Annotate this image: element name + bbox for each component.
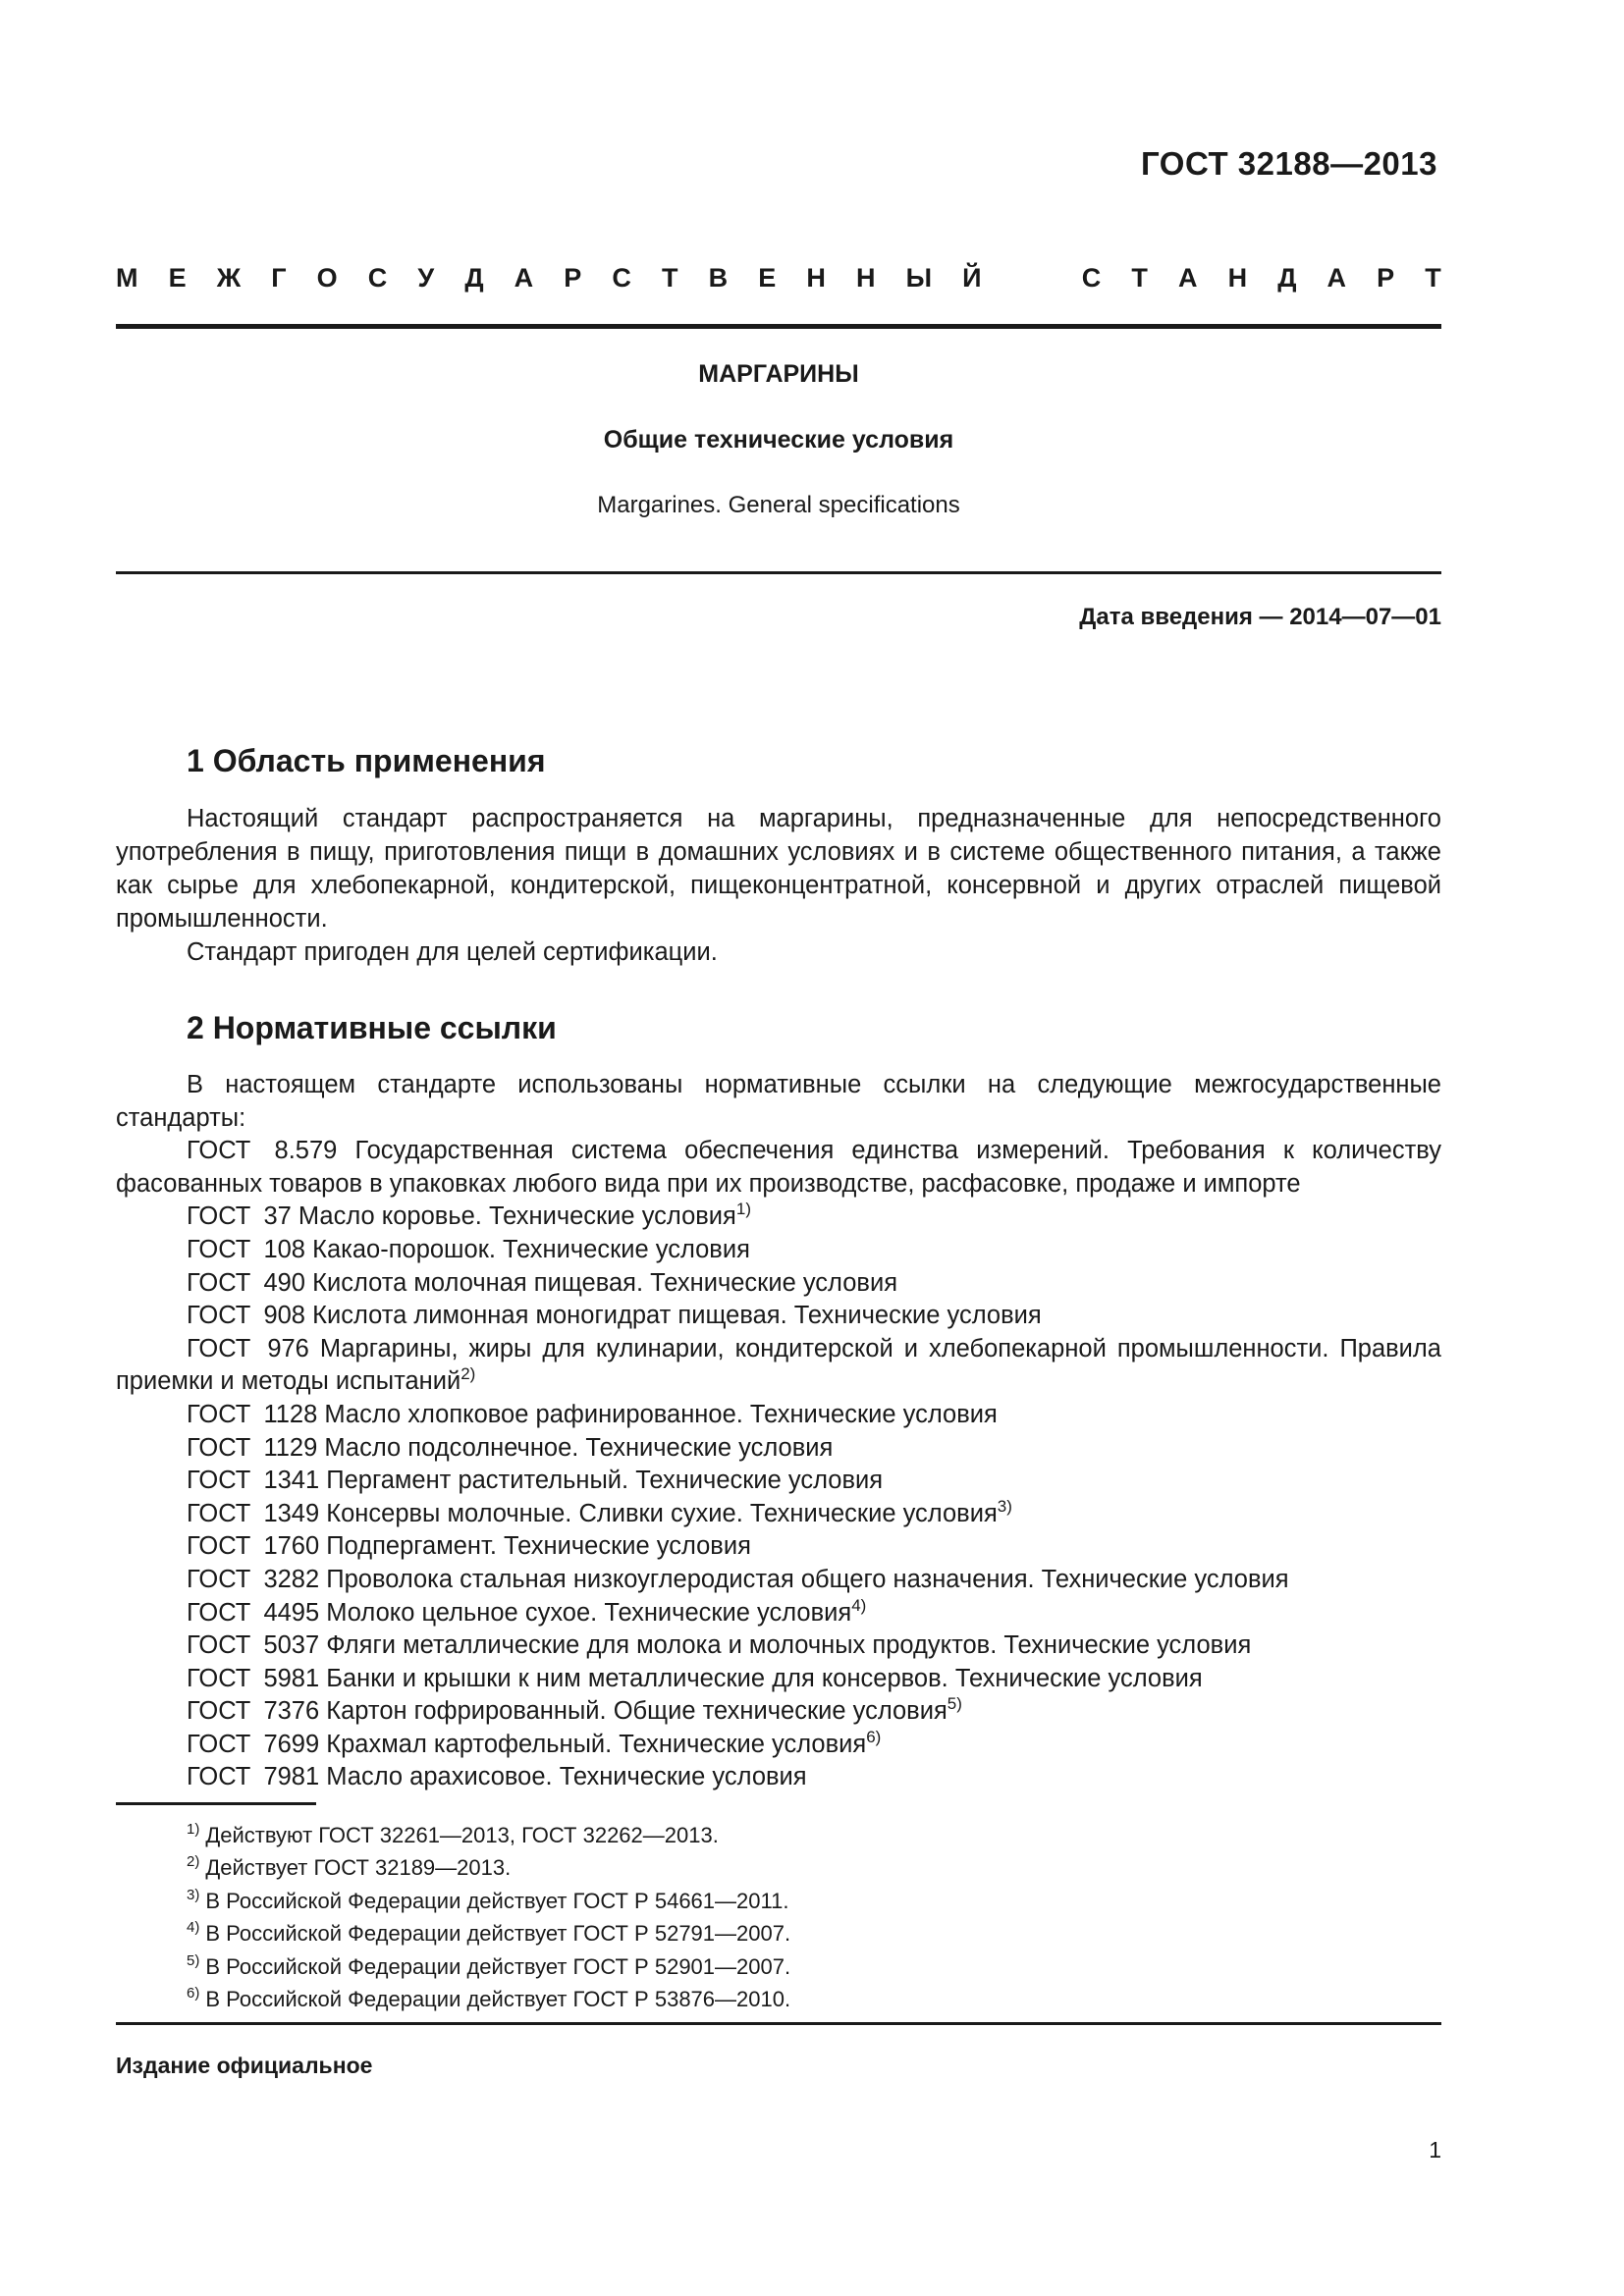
reference-code: ГОСТ 908: [187, 1302, 305, 1330]
reference-item: [116, 1761, 1441, 1794]
reference-title: Масло подсолнечное. Технические условия: [324, 1433, 834, 1462]
reference-code: ГОСТ 1129: [187, 1433, 318, 1462]
banner-letter: Р: [564, 263, 582, 293]
document-number: ГОСТ 32188—2013: [1141, 145, 1437, 182]
reference-code: ГОСТ 37: [187, 1202, 292, 1231]
footnote-item: [187, 1917, 790, 1949]
reference-title: Государственная система обеспечения единства измерений. Требования к количеству фасованных товаров в упаковках любого вида при их производстве, расфасовке, продаже и импорте: [116, 1137, 1441, 1198]
section-1-paragraph: Стандарт пригоден для целей сертификации.: [187, 938, 718, 966]
footnote-marker: 2): [460, 1364, 476, 1384]
footnote-text: Действуют ГОСТ 32261—2013, ГОСТ 32262—2013.: [205, 1823, 719, 1847]
footnote-text: В Российской Федерации действует ГОСТ Р 52901—2007.: [205, 1953, 791, 1979]
section-2-heading: 2 Нормативные ссылки: [187, 1010, 557, 1045]
reference-title: Фляги металлические для молока и молочных продуктов. Технические условия: [326, 1631, 1252, 1660]
banner-letter: Т: [1131, 263, 1148, 293]
section-1-paragraph: Настоящий стандарт распространяется на маргарины, предназначенные для непосредственного употребления в пищу, приготовления пищи в домашних условиях и в системе общественного питания, а также как сырье для хлебопекарной, кондитерской, пищеконцентратной, консервной и других отраслей пищевой промышленности.: [116, 805, 1441, 933]
footnote-marker: 6): [866, 1727, 882, 1746]
footnote-mark: 6): [187, 1985, 200, 2002]
reference-title: Банки и крышки к ним металлические для консервов. Технические условия: [326, 1664, 1203, 1692]
english-title: Margarines. General specifications: [597, 492, 960, 518]
footnotes: [187, 1819, 790, 2015]
footnote-marker: 1): [735, 1200, 751, 1219]
reference-item: [116, 1399, 1441, 1432]
reference-item: [116, 1333, 1441, 1399]
footnote-item: [187, 1819, 790, 1851]
footnote-marker: 5): [947, 1694, 962, 1714]
reference-code: ГОСТ 5981: [187, 1664, 320, 1692]
banner-letter: Ж: [216, 263, 242, 293]
reference-item: [116, 1530, 1441, 1564]
normative-references: [116, 1069, 1441, 1794]
reference-item: [116, 1597, 1441, 1630]
reference-item: [116, 1695, 1441, 1729]
banner-letter: Ы: [905, 263, 933, 293]
reference-item: [116, 1300, 1441, 1333]
reference-title: Какао-порошок. Технические условия: [312, 1235, 750, 1263]
reference-item: [116, 1432, 1441, 1466]
footnote-item: [187, 1983, 790, 2015]
reference-title: Кислота молочная пищевая. Технические условия: [312, 1268, 898, 1297]
reference-title: Картон гофрированный. Общие технические условия: [326, 1697, 947, 1726]
banner-letter: Т: [1425, 263, 1441, 293]
references-intro: В настоящем стандарте использованы нормативные ссылки на следующие межгосударственные стандарты:: [116, 1071, 1441, 1132]
reference-item: [116, 1729, 1441, 1762]
footnote-mark: 1): [187, 1821, 200, 1838]
reference-title: Консервы молочные. Сливки сухие. Технические условия: [326, 1499, 998, 1527]
footnote-text: В Российской Федерации действует ГОСТ Р 52791—2007.: [205, 1921, 791, 1947]
banner-letter: А: [1177, 263, 1198, 293]
banner-letter: Н: [806, 263, 826, 293]
banner-letter: Н: [855, 263, 876, 293]
reference-title: Кислота лимонная моногидрат пищевая. Технические условия: [312, 1302, 1042, 1330]
reference-code: ГОСТ 108: [187, 1235, 305, 1263]
title-rule: [116, 571, 1441, 574]
reference-title: Масло арахисовое. Технические условия: [326, 1763, 807, 1791]
section-1-heading: 1 Область применения: [187, 743, 546, 778]
reference-title: Масло хлопковое рафинированное. Технические условия: [324, 1400, 998, 1428]
reference-item: [116, 1201, 1441, 1234]
reference-code: ГОСТ 1760: [187, 1532, 320, 1561]
footnote-text: Действует ГОСТ 32189—2013.: [205, 1855, 512, 1881]
reference-code: ГОСТ 490: [187, 1268, 305, 1297]
reference-code: ГОСТ 5037: [187, 1631, 320, 1660]
banner-letter: А: [1326, 263, 1347, 293]
reference-item: [116, 1498, 1441, 1531]
reference-code: ГОСТ 1128: [187, 1400, 318, 1428]
banner-letter: Р: [1377, 263, 1395, 293]
banner-letter: Е: [758, 263, 777, 293]
reference-item: [116, 1267, 1441, 1301]
reference-title: Крахмал картофельный. Технические условия: [326, 1730, 867, 1758]
footnote-marker: 3): [997, 1496, 1012, 1516]
banner-letter: С: [1081, 263, 1102, 293]
reference-title: Пергамент растительный. Технические условия: [326, 1467, 884, 1495]
banner-gap: [1012, 263, 1052, 294]
reference-code: ГОСТ 4495: [187, 1598, 320, 1627]
banner-letter: А: [514, 263, 534, 293]
official-edition-label: Издание официальное: [116, 2053, 373, 2078]
banner-letter: В: [708, 263, 729, 293]
reference-title: Масло коровье. Технические условия: [298, 1202, 736, 1231]
banner-letter: Д: [1277, 263, 1297, 293]
reference-item: [116, 1465, 1441, 1498]
footnote-mark: 2): [187, 1853, 200, 1871]
standard-title: МАРГАРИНЫ: [698, 360, 859, 388]
footnote-text: В Российской Федерации действует ГОСТ Р 53876—2010.: [205, 1987, 791, 2012]
footer-rule: [116, 2022, 1441, 2025]
reference-code: ГОСТ 1349: [187, 1499, 320, 1527]
reference-title: Подпергамент. Технические условия: [326, 1532, 751, 1561]
footnote-separator: [116, 1802, 316, 1805]
reference-item: [116, 1135, 1441, 1201]
reference-code: ГОСТ 7699: [187, 1730, 320, 1758]
footnote-text: В Российской Федерации действует ГОСТ Р 54661—2011.: [205, 1888, 789, 1913]
reference-item: [116, 1234, 1441, 1267]
footnote-item: [187, 1885, 790, 1917]
reference-title: Проволока стальная низкоуглеродистая общего назначения. Технические условия: [326, 1565, 1289, 1593]
banner-letter: Т: [662, 263, 678, 293]
standard-subtitle: Общие технические условия: [603, 426, 954, 454]
footnote-mark: 3): [187, 1886, 200, 1903]
banner-letter: М: [116, 263, 138, 293]
reference-item: [116, 1663, 1441, 1696]
header-rule: [116, 324, 1441, 329]
footnote-mark: 5): [187, 1951, 200, 1969]
banner-letter: О: [316, 263, 338, 293]
reference-code: ГОСТ 7376: [187, 1697, 320, 1726]
reference-code: ГОСТ 3282: [187, 1565, 320, 1593]
banner-letter: Н: [1227, 263, 1248, 293]
footnote-marker: 4): [851, 1595, 867, 1615]
footnote-item: [187, 1950, 790, 1983]
reference-code: ГОСТ 1341: [187, 1467, 320, 1495]
footnote-item: [187, 1851, 790, 1884]
banner-letter: Г: [271, 263, 287, 293]
banner-letter: С: [612, 263, 631, 293]
interstate-standard-banner: [116, 263, 1441, 294]
reference-title: Молоко цельное сухое. Технические условия: [326, 1598, 852, 1627]
reference-code: ГОСТ 8.579: [187, 1137, 338, 1165]
banner-letter: Д: [464, 263, 484, 293]
reference-code: ГОСТ 976: [187, 1334, 309, 1362]
banner-letter: У: [417, 263, 435, 293]
introduction-date: Дата введения — 2014—07—01: [1079, 604, 1441, 630]
page-number: 1: [1429, 2137, 1441, 2163]
footnote-mark: 4): [187, 1919, 200, 1937]
reference-code: ГОСТ 7981: [187, 1763, 320, 1791]
reference-item: [116, 1564, 1441, 1597]
reference-item: [116, 1629, 1441, 1663]
banner-letter: С: [367, 263, 388, 293]
banner-letter: Е: [168, 263, 187, 293]
banner-letter: Й: [962, 263, 982, 293]
reference-title: Маргарины, жиры для кулинарии, кондитерской и хлебопекарной промышленности. Правила приемки и методы испытаний: [116, 1334, 1441, 1396]
section-1-body: [116, 802, 1441, 969]
